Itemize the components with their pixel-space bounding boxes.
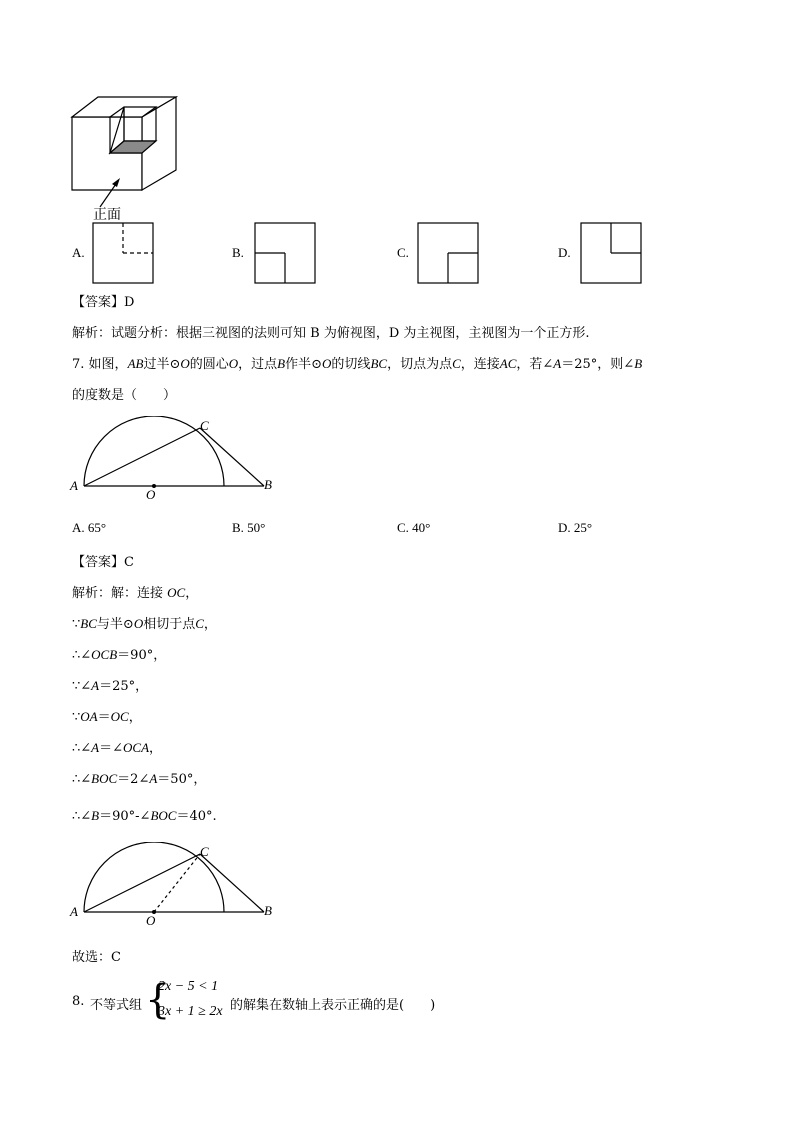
sol-label-c: C <box>200 844 209 859</box>
q7-stem-line1: 7. 如图，AB过半⊙O的圆心O，过点B作半⊙O的切线BC，切点为点C，连接AC，若∠A＝25°，则∠B <box>72 356 643 372</box>
q7-conclusion: 故选：C <box>72 950 121 965</box>
q7-number: 7. <box>72 357 85 372</box>
q6-answer: 【答案】D <box>72 295 135 310</box>
option-a-label: A. <box>72 245 85 260</box>
q7-step-5: ∴∠A＝∠OCA， <box>72 740 163 756</box>
sol-label-a: A <box>70 904 78 919</box>
option-c-label: C. <box>397 245 409 260</box>
label-a: A <box>70 478 78 493</box>
label-c: C <box>200 418 209 433</box>
option-b-label: B. <box>232 245 244 260</box>
q7-step-1: ∵BC与半⊙O相切于点C， <box>72 616 217 632</box>
option-d-label: D. <box>558 245 571 260</box>
system-brace: { <box>145 977 171 1023</box>
q7-choice-d: D. 25° <box>558 520 593 535</box>
semicircle-figure <box>66 416 282 502</box>
q8-stem-post: 的解集在数轴上表示正确的是( ) <box>230 998 436 1013</box>
q7-choice-c: C. 40° <box>397 520 431 535</box>
q7-step-2: ∴∠OCB＝90°， <box>72 647 167 663</box>
option-d-figure <box>580 222 642 284</box>
solution-figure <box>66 842 282 928</box>
label-b: B <box>264 477 272 492</box>
option-c-figure <box>417 222 479 284</box>
q7-stem-line2: 的度数是（ ） <box>72 388 177 403</box>
option-a-figure <box>92 222 154 284</box>
q7-choice-a: A. 65° <box>72 520 107 535</box>
q7-step-3: ∵∠A＝25°， <box>72 678 149 694</box>
inequality-1: 2x − 5 < 1 <box>158 979 219 994</box>
inequality-2: 3x + 1 ≥ 2x <box>158 1004 223 1019</box>
q7-step-4: ∵OA＝OC， <box>72 709 142 725</box>
q6-analysis: 解析：试题分析：根据三视图的法则可知 B 为俯视图，D 为主视图，主视图为一个正方形. <box>72 326 590 341</box>
q8-number: 8. <box>72 994 85 1009</box>
q7-step-6: ∴∠BOC＝2∠A＝50°， <box>72 771 207 787</box>
option-b-figure <box>254 222 316 284</box>
sol-label-b: B <box>264 903 272 918</box>
front-label: 正面 <box>93 207 121 223</box>
cube-figure <box>70 95 180 215</box>
label-o: O <box>146 487 156 502</box>
q7-answer: 【答案】C <box>72 555 134 570</box>
q7-step-7: ∴∠B＝90°-∠BOC＝40°. <box>72 808 217 824</box>
sol-label-o: O <box>146 913 156 928</box>
q8-stem-pre: 不等式组 <box>90 998 143 1013</box>
q7-choice-b: B. 50° <box>232 520 266 535</box>
q7-analysis-head: 解析：解：连接 OC， <box>72 585 199 601</box>
